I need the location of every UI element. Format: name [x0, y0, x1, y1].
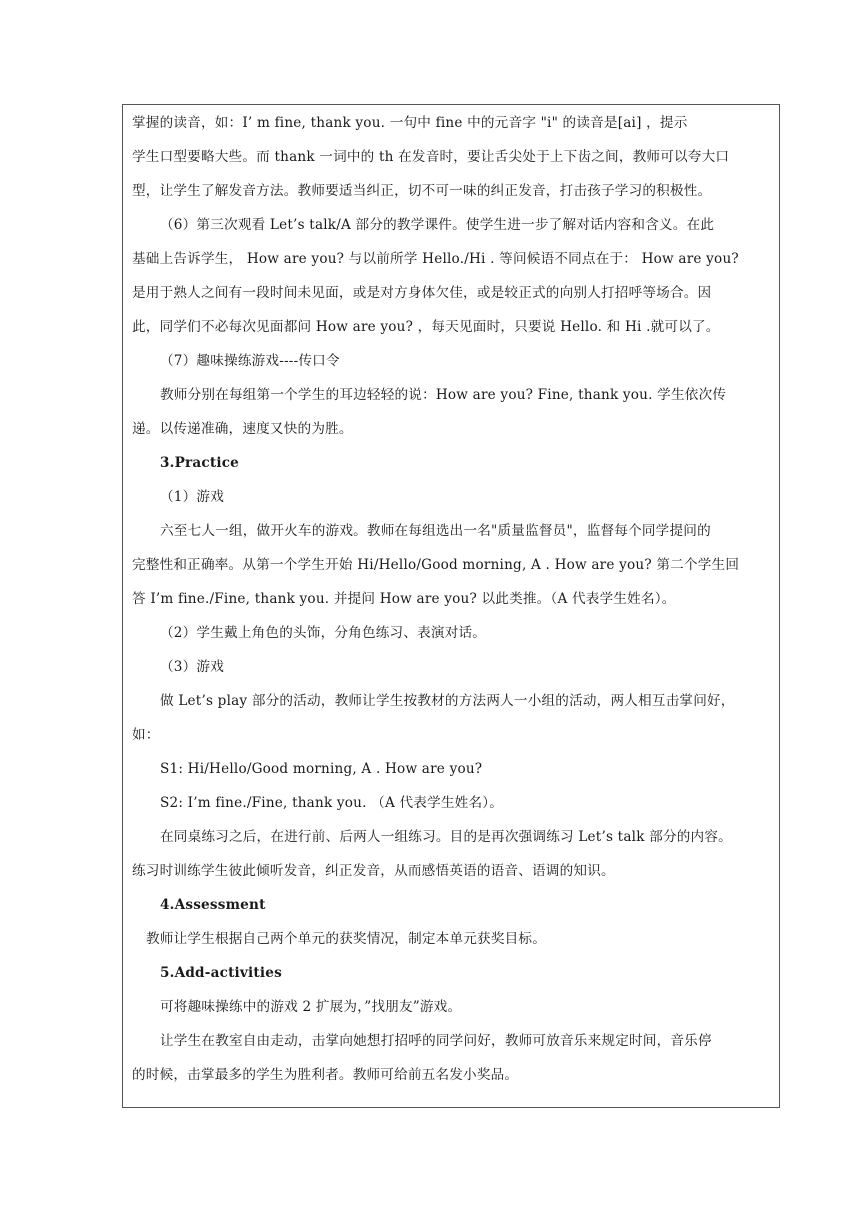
section-heading: 4.Assessment [160, 897, 266, 913]
paragraph-line: 基础上告诉学生， How are you? 与以前所学 Hello./Hi . 等问候语不同点在于： How are you? [132, 251, 739, 267]
paragraph-line: （2）学生戴上角色的头饰，分角色练习、表演对话。 [160, 625, 487, 641]
paragraph-line: 此，同学们不必每次见面都问 How are you? ，每天见面时，只要说 Hello. 和 Hi .就可以了。 [132, 319, 720, 335]
paragraph-line: 教师让学生根据自己两个单元的获奖情况，制定本单元获奖目标。 [146, 931, 547, 947]
paragraph-line: 在同桌练习之后，在进行前、后两人一组练习。目的是再次强调练习 Let’s talk 部分的内容。 [160, 829, 732, 845]
paragraph-line: S2: I’m fine./Fine, thank you. （A 代表学生姓名）。 [160, 795, 504, 811]
paragraph-line: 让学生在教室自由走动，击掌向她想打招呼的同学问好，教师可放音乐来规定时间，音乐停 [160, 1033, 712, 1049]
paragraph-line: 教师分别在每组第一个学生的耳边轻轻的说：How are you? Fine, thank you. 学生依次传 [160, 387, 727, 403]
paragraph-line: 递。以传递准确，速度又快的为胜。 [132, 421, 353, 437]
paragraph-line: （6）第三次观看 Let’s talk/A 部分的教学课件。使学生进一步了解对话内容和含义。在此 [160, 217, 715, 233]
paragraph-line: （7）趣味操练游戏----传口令 [160, 353, 340, 369]
paragraph-line: 练习时训练学生彼此倾听发音，纠正发音，从而感悟英语的语音、语调的知识。 [132, 863, 615, 879]
paragraph-line: （3）游戏 [160, 659, 225, 675]
paragraph-line: 型，让学生了解发音方法。教师要适当纠正，切不可一味的纠正发音，打击孩子学习的积极性。 [132, 183, 712, 199]
section-heading: 3.Practice [160, 455, 240, 471]
paragraph-line: 如： [132, 727, 160, 743]
paragraph-line: 完整性和正确率。从第一个学生开始 Hi/Hello/Good morning, A . How are you? 第二个学生回 [132, 557, 740, 573]
paragraph-line: 掌握的读音，如：I’ m fine, thank you. 一句中 fine 中的元音字 "i" 的读音是[ai] ，提示 [132, 115, 688, 131]
paragraph-line: 做 Let’s play 部分的活动，教师让学生按教材的方法两人一小组的活动，两人相互击掌问好， [160, 693, 735, 709]
paragraph-line: 答 I’m fine./Fine, thank you. 并提问 How are you? 以此类推。（A 代表学生姓名）。 [132, 591, 676, 607]
paragraph-line: 六至七人一组，做开火车的游戏。教师在每组选出一名"质量监督员"，监督每个同学提问的 [160, 523, 711, 539]
paragraph-line: 学生口型要略大些。而 thank 一词中的 th 在发音时，要让舌尖处于上下齿之间，教师可以夸大口 [132, 149, 730, 165]
paragraph-line: （1）游戏 [160, 489, 225, 505]
paragraph-line: S1: Hi/Hello/Good morning, A . How are you? [160, 761, 483, 777]
section-heading: 5.Add-activities [160, 965, 282, 981]
paragraph-line: 是用于熟人之间有一段时间未见面，或是对方身体欠佳，或是较正式的向别人打招呼等场合。因 [132, 285, 712, 301]
paragraph-line: 可将趣味操练中的游戏 2 扩展为，”找朋友”游戏。 [160, 999, 462, 1015]
paragraph-line: 的时候，击掌最多的学生为胜利者。教师可给前五名发小奖品。 [132, 1067, 519, 1083]
